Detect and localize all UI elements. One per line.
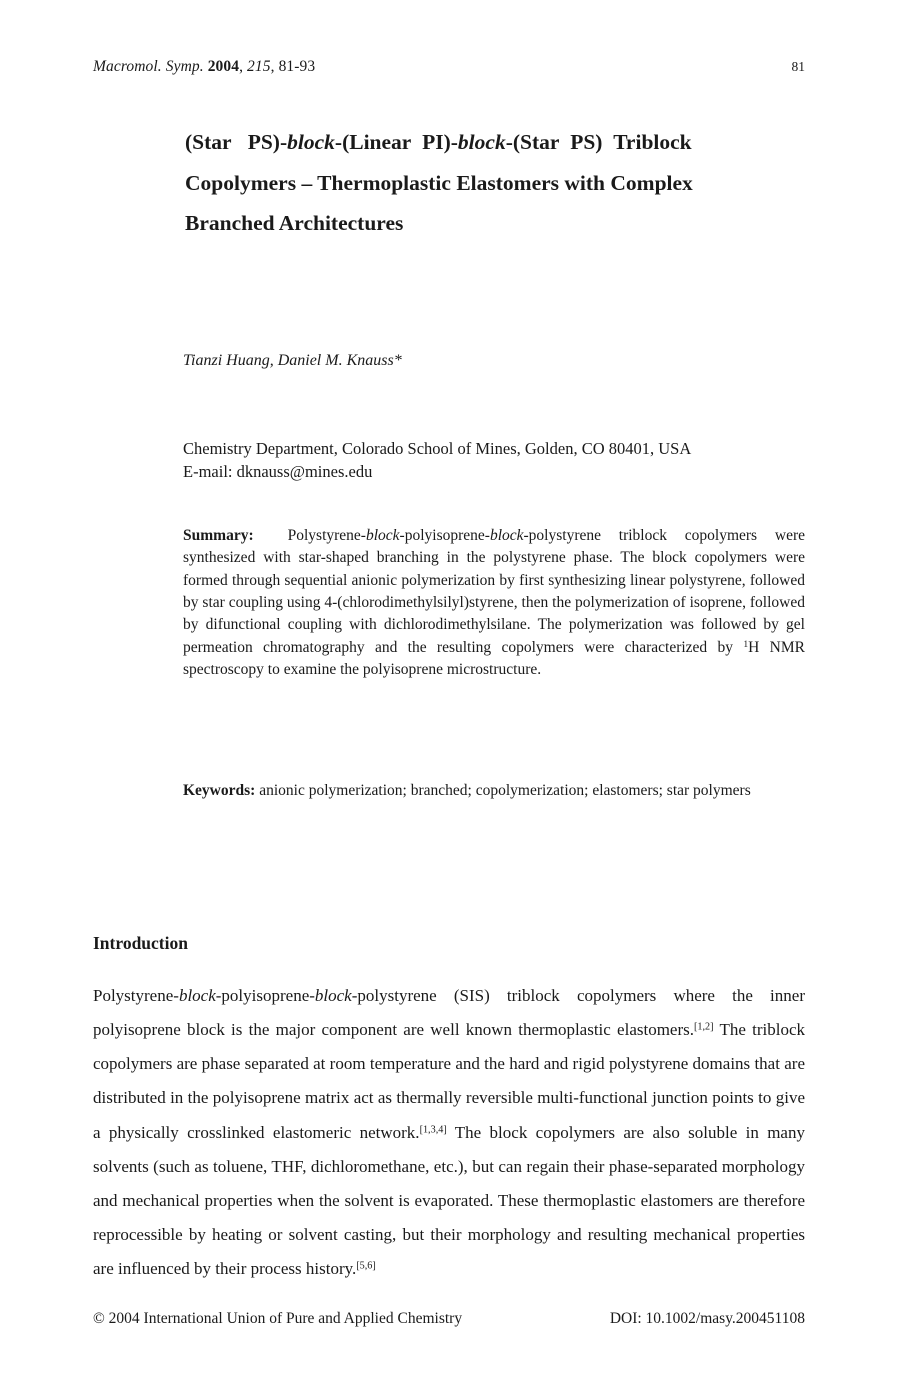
title-italic-block-2: block xyxy=(457,130,506,155)
title-seg-5: -(Star xyxy=(505,130,560,155)
title-seg-6: PS) xyxy=(570,130,603,155)
introduction-paragraph xyxy=(93,979,805,1286)
intro-italic-2: block xyxy=(314,986,352,1005)
title-seg-7: Triblock xyxy=(613,130,692,155)
page-title xyxy=(185,122,805,243)
journal-volume: 215 xyxy=(247,58,271,75)
citation-ref-3: [5,6] xyxy=(356,1260,376,1272)
intro-text-3: -polystyrene (SIS) triblock copolymers where the inner polyisoprene block is the major component are well known thermoplastic elastomers. xyxy=(93,986,805,1040)
summary-block xyxy=(183,525,805,681)
title-seg-2: PS)- xyxy=(247,130,288,155)
summary-italic-2: block xyxy=(489,527,524,544)
citation-ref-2: [1,3,4] xyxy=(419,1124,447,1136)
intro-text-1: Polystyrene- xyxy=(93,986,179,1005)
keywords-block xyxy=(183,780,805,802)
title-line-3: Branched Architectures xyxy=(185,211,404,236)
doi-text: DOI: 10.1002/masy.200451108 xyxy=(609,1310,805,1327)
page-footer xyxy=(93,1310,805,1328)
title-line-2: Copolymers – Thermoplastic Elastomers with Complex xyxy=(185,170,693,195)
affiliation-address: Chemistry Department, Colorado School of Mines, Golden, CO 80401, USA xyxy=(183,439,692,458)
author-list: Tianzi Huang, Daniel M. Knauss* xyxy=(183,352,402,369)
summary-text-1: Polystyrene- xyxy=(287,527,366,544)
section-heading-introduction: Introduction xyxy=(93,932,188,953)
summary-text-4: H NMR spectroscopy to examine the polyisoprene microstructure. xyxy=(183,638,805,678)
citation-ref-1: [1,2] xyxy=(694,1021,714,1033)
intro-text-4: The triblock copolymers are phase separated at room temperature and the hard and rigid polystyrene domains that are distributed in the polyisoprene matrix act as thermally reversible multi-functional junction points to give a physically crosslinked elastomeric network. xyxy=(93,1020,805,1142)
journal-name: Macromol. Symp. xyxy=(93,58,204,75)
summary-label: Summary: xyxy=(183,527,254,544)
title-seg-3: -(Linear xyxy=(334,130,412,155)
journal-year: 2004 xyxy=(207,58,240,75)
intro-italic-1: block xyxy=(178,986,216,1005)
intro-text-5: The block copolymers are also soluble in many solvents (such as toluene, THF, dichloromethane, etc.), but can regain their phase-separated morphology and mechanical properties when the solvent is evaporated. These thermoplastic elastomers are therefore reprocessible by heating or solvent casting, but their morphology and resulting mechanical properties are influenced by their process history. xyxy=(93,1122,805,1279)
journal-citation: Macromol. Symp. 2004, 215, 81-93 xyxy=(93,58,316,75)
summary-text-3: -polystyrene triblock copolymers were synthesized with star-shaped branching in the polystyrene phase. The block copolymers were formed through sequential anionic polymerization by first synthesizing linear polystyrene, followed by star coupling using 4-(chlorodimethylsilyl)styrene, then the polymerization of isoprene, followed by difunctional coupling with dichlorodimethylsilane. The polymerization was followed by gel permeation chromatography and the resulting copolymers were characterized by xyxy=(183,527,805,656)
title-seg-1: (Star xyxy=(185,130,232,155)
title-seg-4: PI)- xyxy=(422,130,458,155)
summary-italic-1: block xyxy=(365,527,400,544)
affiliation-email: E-mail: dknauss@mines.edu xyxy=(183,462,373,482)
journal-pages: 81-93 xyxy=(278,58,316,75)
keywords-label: Keywords: xyxy=(183,782,256,799)
copyright-notice: © 2004 International Union of Pure and Applied Chemistry xyxy=(93,1310,463,1327)
running-head xyxy=(93,58,805,76)
page-number: 81 xyxy=(791,59,805,74)
title-italic-block-1: block xyxy=(287,130,335,155)
keywords-text: anionic polymerization; branched; copolymerization; elastomers; star polymers xyxy=(259,782,751,799)
affiliation xyxy=(183,437,691,484)
summary-text-2: -polyisoprene- xyxy=(399,527,490,544)
summary-superscript-1: 1 xyxy=(743,638,749,650)
intro-text-2: -polyisoprene- xyxy=(215,986,315,1005)
